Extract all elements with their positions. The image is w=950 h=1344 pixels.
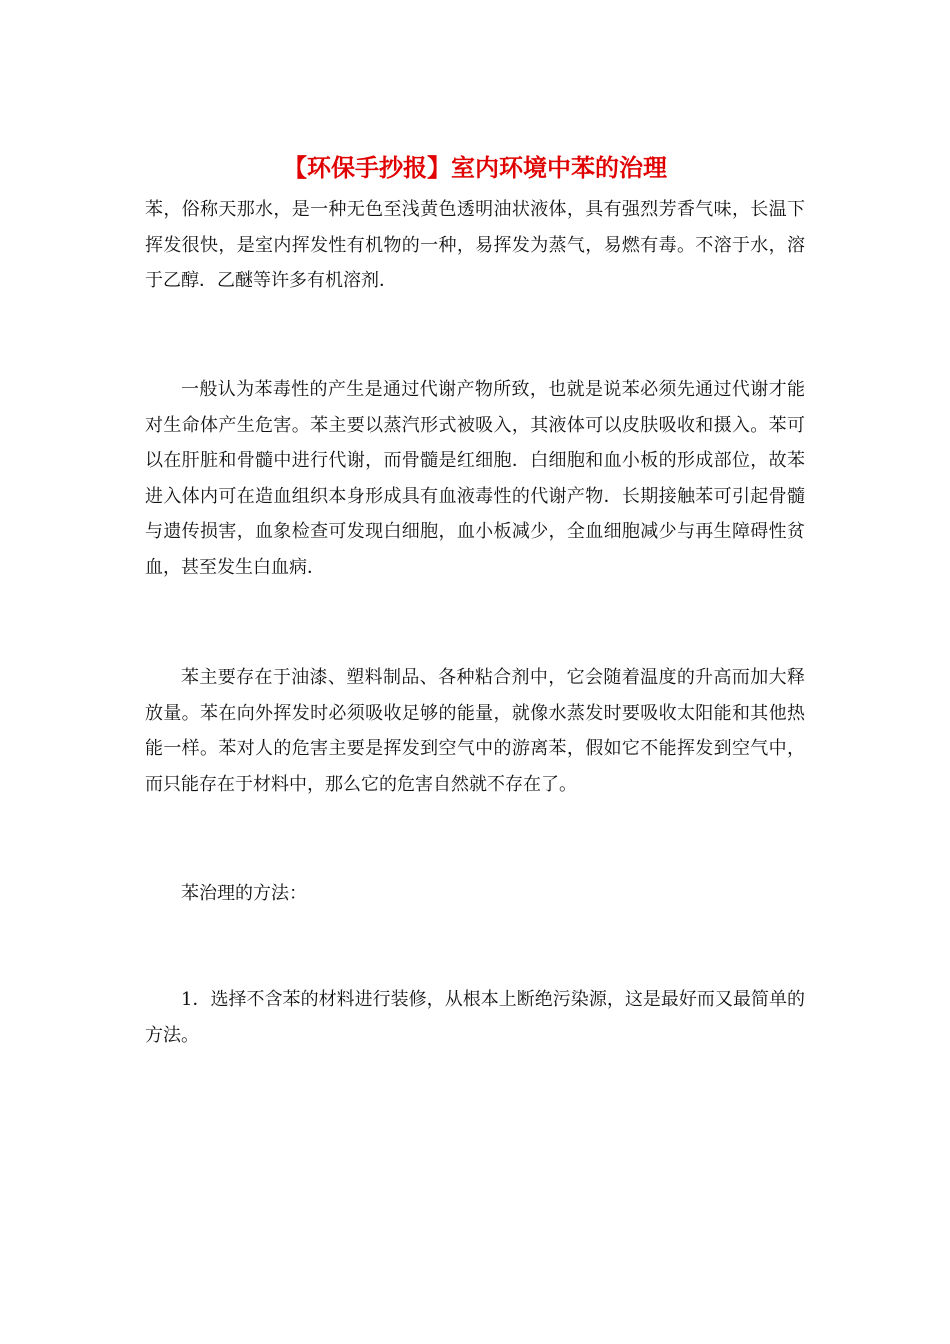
paragraph-method-1: 1．选择不含苯的材料进行装修，从根本上断绝污染源，这是最好而又最简单的方法。	[145, 989, 805, 1046]
paragraph-sources: 苯主要存在于油漆、塑料制品、各种粘合剂中，它会随着温度的升高而加大释放量。苯在向外挥发时必须吸收足够的能量，就像水蒸发时要吸收太阳能和其他热能一样。苯对人的危害主要是挥发到空气中的游离苯，假如它不能挥发到空气中，而只能存在于材料中，那么它的危害自然就不存在了。	[145, 667, 805, 795]
paragraph-toxicity: 一般认为苯毒性的产生是通过代谢产物所致，也就是说苯必须先通过代谢才能对生命体产生危害。苯主要以蒸汽形式被吸入，其液体可以皮肤吸收和摄入。苯可以在肝脏和骨髓中进行代谢，而骨髓是红细胞．白细胞和血小板的形成部位，故苯进入体内可在造血组织本身形成具有血液毒性的代谢产物．长期接触苯可引起骨髓与遗传损害，血象检查可发现白细胞，血小板减少，全血细胞减少与再生障碍性贫血，甚至发生白血病．	[145, 379, 805, 578]
paragraph-methods-heading: 苯治理的方法：	[181, 883, 307, 904]
paragraph-benzene-intro: 苯，俗称天那水，是一种无色至浅黄色透明油状液体，具有强烈芳香气味，长温下挥发很快，是室内挥发性有机物的一种，易挥发为蒸气，易燃有毒。不溶于水，溶于乙醇．乙醚等许多有机溶剂．	[145, 199, 805, 291]
page-title: 【环保手抄报】室内环境中苯的治理	[283, 154, 667, 182]
